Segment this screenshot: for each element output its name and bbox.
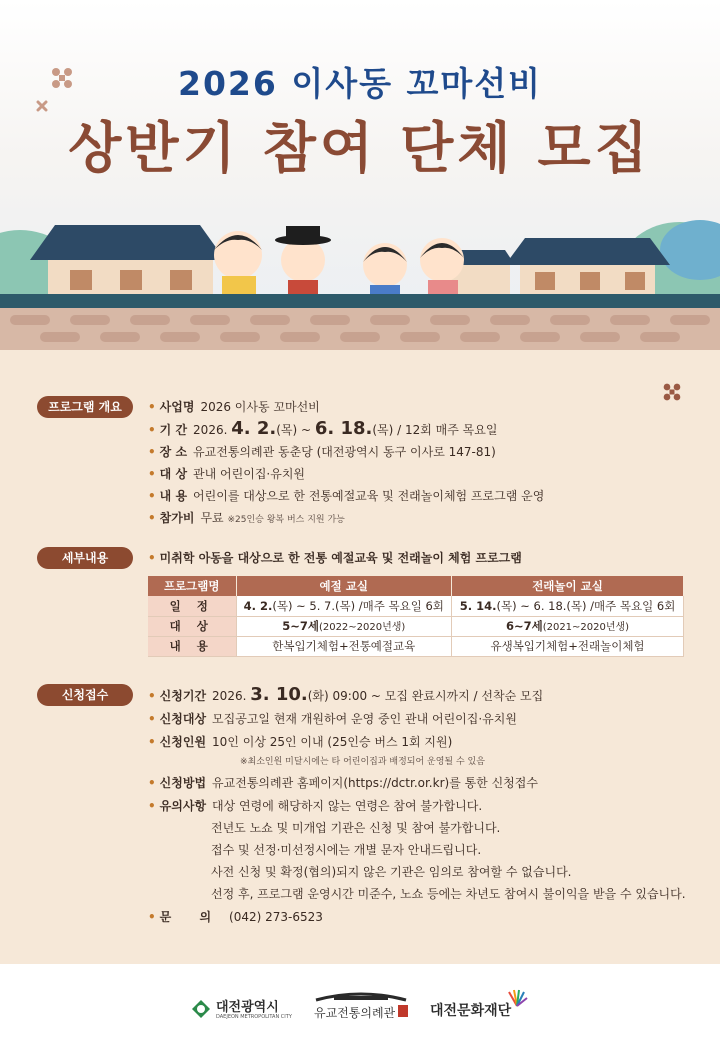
overview-row-place: • 장 소 유교전통의례관 동춘당 (대전광역시 동구 이사로 147-81) (148, 445, 496, 459)
table-cell: 한복입기체험+전통예절교육 (236, 636, 452, 656)
caution-line: 전년도 노쇼 및 미개업 기관은 신청 및 참여 불가합니다. (211, 821, 501, 835)
rainbow-burst-icon (506, 988, 528, 1008)
caution-line: 접수 및 선정·미선정시에는 개별 문자 안내드립니다. (211, 843, 482, 857)
logo-name: 유교전통의례관 (314, 1006, 396, 1020)
table-row-head: 내 용 (148, 636, 236, 656)
table-row (148, 636, 684, 656)
apply-row-headcount: • 신청인원 10인 이상 25인 이내 (25인승 버스 1회 지원) (148, 735, 453, 749)
details-headline: • 미취학 아동을 대상으로 한 전통 예절교육 및 전래놀이 체험 프로그램 (148, 551, 522, 565)
apply-row-period: • 신청기간 2026. 3. 10.(화) 09:00 ~ 모집 완료시까지 / 선착순 모집 (148, 684, 544, 705)
table-header-cell: 예절 교실 (236, 576, 452, 596)
section-label-details: 세부내용 (37, 547, 133, 569)
apply-row-contact: • 문 의 (042) 273-6523 (148, 910, 323, 924)
daejeon-city-emblem-icon (190, 998, 212, 1020)
section-label-apply: 신청접수 (37, 684, 133, 706)
caution-line: 선정 후, 프로그램 운영시간 미준수, 노쇼 등에는 차년도 참여시 불이익을 받을 수 있습니다. (211, 887, 686, 901)
table-row-head: 대 상 (148, 616, 236, 636)
table-cell: 6~7세(2021~2020년생) (452, 616, 684, 636)
table-cell: 5. 14.(목) ~ 6. 18.(목) /매주 목요일 6회 (452, 596, 684, 616)
overview-row-fee: • 참가비 무료 ※25인승 왕복 버스 지원 가능 (148, 511, 345, 525)
logo-name: 대전문화재단 (430, 1003, 512, 1019)
apply-headcount-note: ※최소인원 미달시에는 타 어린이집과 배정되어 운영될 수 있음 (240, 757, 485, 767)
culture-foundation-logo[interactable] (430, 994, 540, 1024)
table-cell: 5~7세(2022~2020년생) (236, 616, 452, 636)
apply-row-method: • 신청방법 유교전통의례관 홈페이지(https://dctr.or.kr)를 통한 신청접수 (148, 776, 538, 790)
apply-row-target: • 신청대상 모집공고일 현재 개원하여 운영 중인 관내 어린이집·유치원 (148, 712, 517, 726)
logo-name: 대전광역시 (216, 1000, 279, 1015)
section-label-overview: 프로그램 개요 (37, 396, 133, 418)
overview-row-name: • 사업명 2026 이사동 꼬마선비 (148, 400, 320, 414)
table-row-head: 일 정 (148, 596, 236, 616)
yugyo-logo[interactable] (312, 990, 412, 1024)
seal-icon (398, 1005, 408, 1017)
roof-icon (314, 990, 408, 1002)
daejeon-city-logo[interactable] (190, 996, 300, 1026)
apply-row-cautions: • 유의사항 대상 연령에 해당하지 않는 연령은 참여 불가합니다. (148, 799, 483, 813)
program-table (148, 576, 684, 657)
overview-row-period: • 기 간 2026. 4. 2.(목) ~ 6. 18.(목) / 12회 매주 목요일 (148, 418, 498, 439)
table-cell: 4. 2.(목) ~ 5. 7.(목) /매주 목요일 6회 (236, 596, 452, 616)
title-line-1: 2026 이사동 꼬마선비 (178, 64, 542, 103)
caution-line: 사전 신청 및 확정(협의)되지 않은 기관은 임의로 참여할 수 없습니다. (211, 865, 572, 879)
overview-row-content: • 내 용 어린이를 대상으로 한 전통예절교육 및 전래놀이체험 프로그램 운영 (148, 489, 545, 503)
overview-row-target: • 대 상 관내 어린이집·유치원 (148, 467, 306, 481)
header-banner (0, 0, 720, 350)
logo-sub: DAEJEON METROPOLITAN CITY (216, 1014, 292, 1020)
table-row (148, 596, 684, 616)
table-header-cell: 전래놀이 교실 (452, 576, 684, 596)
table-header-row (148, 576, 684, 596)
table-cell: 유생복입기체험+전래놀이체험 (452, 636, 684, 656)
table-header-cell: 프로그램명 (148, 576, 236, 596)
table-row (148, 616, 684, 636)
footer (0, 964, 720, 1050)
hanok-illustration (0, 210, 720, 350)
title-line-2: 상반기 참여 단체 모집 (68, 116, 652, 180)
sparkle-icon (662, 382, 682, 402)
